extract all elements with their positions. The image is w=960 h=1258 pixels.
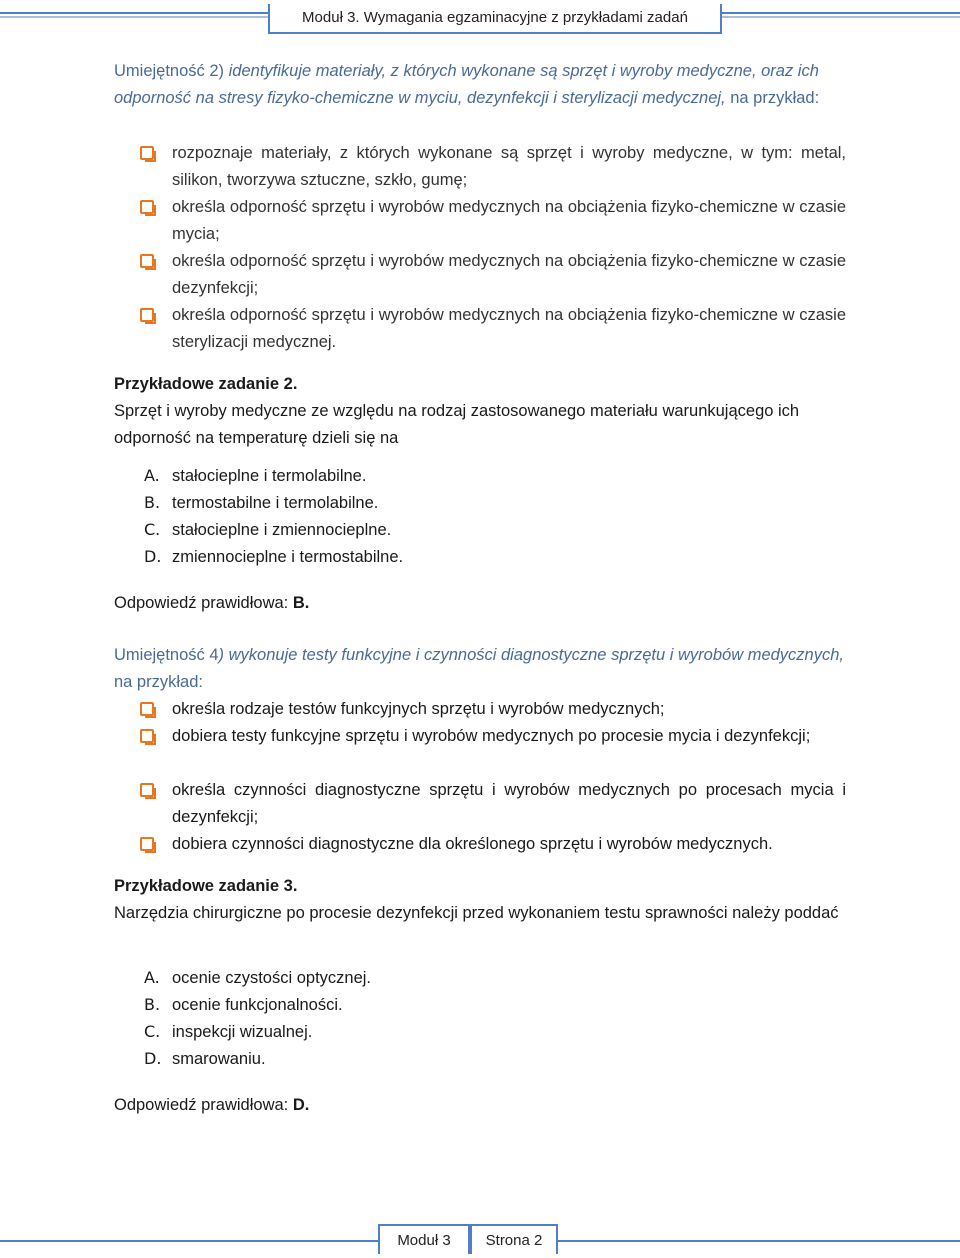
task3-answer: Odpowiedź prawidłowa: D. — [114, 1096, 310, 1114]
task2-option-d: D. zmiennocieplne i termostabilne. — [144, 547, 404, 566]
task3-option-c: C. inspekcji wizualnej. — [144, 1022, 313, 1041]
checkbox-bullet-icon — [140, 200, 154, 214]
task3-option-a: A. ocenie czystości optycznej. — [144, 968, 372, 987]
checkbox-bullet-icon — [140, 146, 154, 160]
checkbox-bullet-icon — [140, 837, 154, 851]
task2-option-b: B. termostabilne i termolabilne. — [144, 493, 379, 512]
task3-option-b: B. ocenie funkcjonalności. — [144, 995, 343, 1014]
footer-module: Moduł 3 — [378, 1224, 470, 1254]
task2-option-c: C. stałocieplne i zmiennocieplne. — [144, 520, 392, 539]
task2-heading: Przykładowe zadanie 2. — [114, 375, 298, 393]
checkbox-bullet-icon — [140, 254, 154, 268]
task2-answer: Odpowiedź prawidłowa: B. — [114, 594, 310, 612]
checkbox-bullet-icon — [140, 702, 154, 716]
skill2-intro: Umiejętność 2) identyfikuje materiały, z których wykonane są sprzęt i wyroby medyczne, oraz ich odporność na stresy fizyko-chemiczne w myciu, dezynfekcji i sterylizacji medycznej, na przykład: — [114, 62, 820, 107]
task3-option-d: D. smarowaniu. — [144, 1049, 266, 1068]
task3-heading: Przykładowe zadanie 3. — [114, 877, 298, 895]
task2-question: Sprzęt i wyroby medyczne ze względu na rodzaj zastosowanego materiału warunkującego ich odporność na temperaturę dzieli się na — [114, 402, 800, 447]
header-title: Moduł 3. Wymagania egzaminacyjne z przykładami zadań — [268, 4, 722, 34]
checkbox-bullet-icon — [140, 783, 154, 797]
checkbox-bullet-icon — [140, 729, 154, 743]
task2-option-a: A. stałocieplne i termolabilne. — [144, 466, 367, 485]
footer-page-number: Strona 2 — [470, 1224, 558, 1254]
task3-question: Narzędzia chirurgiczne po procesie dezynfekcji przed wykonaniem testu sprawności należy poddać — [114, 904, 839, 922]
skill4-intro: Umiejętność 4) wykonuje testy funkcyjne i czynności diagnostyczne sprzętu i wyrobów medycznych, na przykład: — [114, 646, 844, 691]
checkbox-bullet-icon — [140, 308, 154, 322]
